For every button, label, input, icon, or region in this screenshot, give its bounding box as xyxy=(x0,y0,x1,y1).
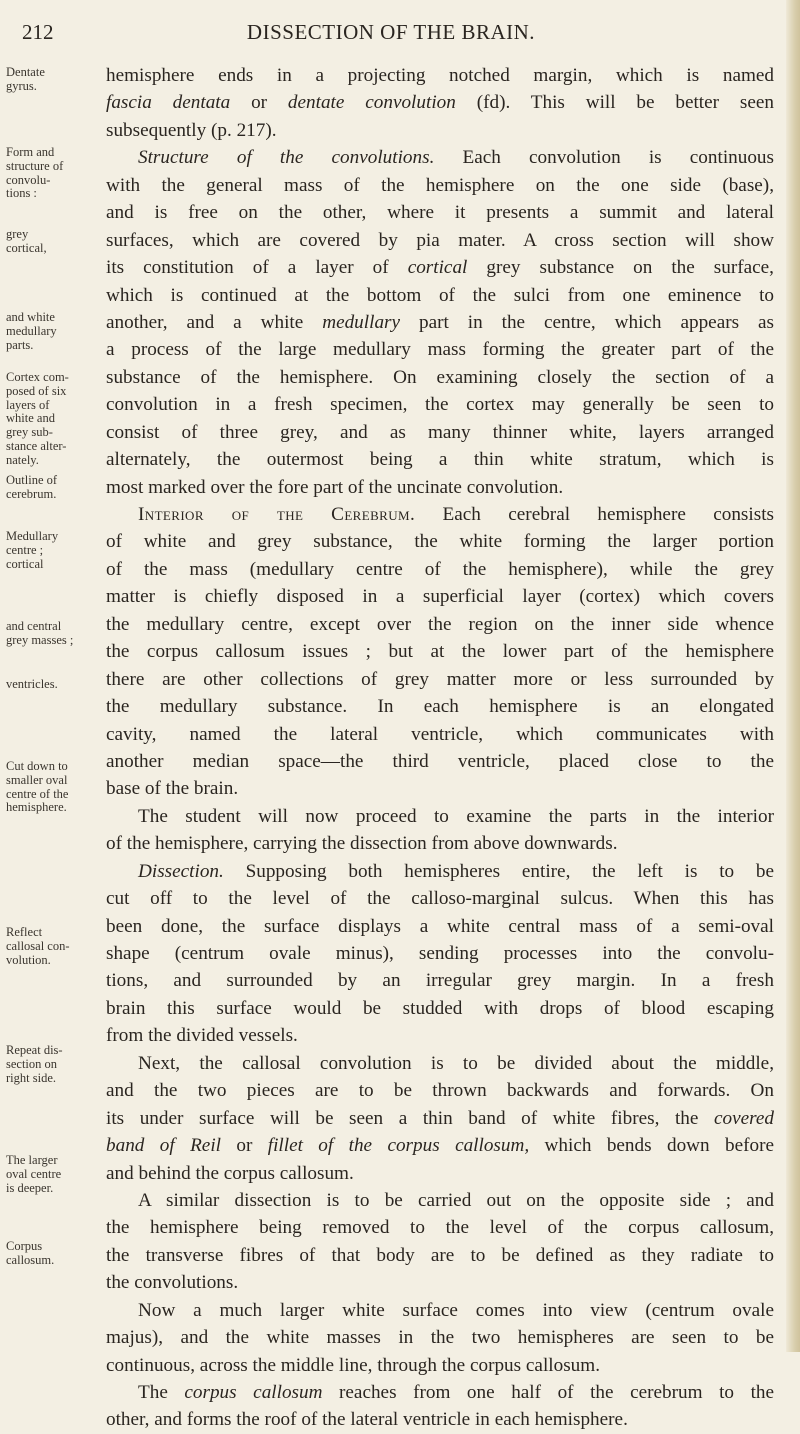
text-line: of white and grey substance, the white forming the larger portion xyxy=(106,531,774,553)
section-heading-interior: Interior of the Cerebrum. xyxy=(138,504,416,525)
term-covered: covered xyxy=(713,1107,774,1129)
margin-note-line: posed of six xyxy=(6,383,67,398)
margin-note-dentate xyxy=(6,66,102,94)
margin-note-line: convolu- xyxy=(6,172,51,187)
body-text xyxy=(106,62,774,1434)
section-heading-dissection: Dissection. xyxy=(138,860,224,882)
text-line: the convolutions. xyxy=(106,1272,239,1294)
text-line xyxy=(106,89,774,116)
text-span: Each convolution is continuous xyxy=(434,147,774,169)
text-line xyxy=(106,1132,774,1159)
text-span: The xyxy=(138,1382,185,1403)
text-span: its under surface will be seen a thin band of white fibres, the xyxy=(106,1107,699,1129)
text-span: another, and a white xyxy=(106,311,323,333)
margin-note-grey xyxy=(6,228,102,256)
margin-note-line: Cut down to xyxy=(6,759,68,773)
text-line: from the divided vessels. xyxy=(106,1025,298,1047)
term-band-of-reil: band of Reil xyxy=(106,1135,221,1157)
text-line: of the mass (medullary centre of the hemisphere), while the grey xyxy=(106,558,774,580)
margin-note-line: gyrus. xyxy=(6,78,37,93)
margin-note-line: smaller oval xyxy=(6,772,68,787)
margin-note-larger xyxy=(6,1154,102,1195)
text-line xyxy=(106,501,774,528)
text-span: or xyxy=(220,1135,268,1157)
text-line: another median space—the third ventricle, placed close to the xyxy=(106,750,774,772)
text-line xyxy=(106,858,774,885)
margin-note-outline xyxy=(6,474,102,502)
margin-note-line: layers of xyxy=(6,397,50,412)
text-line: hemisphere ends in a projecting notched margin, which is named xyxy=(106,65,774,86)
margin-note-central xyxy=(6,620,102,648)
margin-note-line: The larger xyxy=(6,1153,58,1167)
term-corpus-callosum: corpus callosum xyxy=(184,1382,323,1403)
text-line: cut off to the level of the calloso-marginal sulcus. When this has xyxy=(106,888,774,910)
text-span: part in the centre, which appears as xyxy=(400,311,774,333)
page-header xyxy=(22,20,760,54)
text-line: cavity, named the lateral ventricle, which communicates with xyxy=(106,723,774,745)
text-line: and behind the corpus callosum. xyxy=(106,1162,354,1184)
text-line: alternately, the outermost being a thin white stratum, which is xyxy=(106,449,774,471)
margin-note-line: and white xyxy=(6,310,55,324)
text-line: majus), and the white masses in the two hemispheres are seen to be xyxy=(106,1327,774,1349)
text-span: Each cerebral hemisphere consists xyxy=(415,504,774,525)
text-line: consist of three grey, and as many thinner white, layers arranged xyxy=(106,421,774,443)
margin-note-ventricles xyxy=(6,678,102,692)
margin-note-reflect xyxy=(6,926,102,967)
margin-note-line: parts. xyxy=(6,337,34,352)
text-line: Next, the callosal convolution is to be divided about the middle, xyxy=(138,1052,774,1074)
text-line: base of the brain. xyxy=(106,778,239,800)
margin-note-form xyxy=(6,146,102,201)
term-medullary: medullary xyxy=(322,311,401,333)
margin-note-line: hemisphere. xyxy=(6,800,67,815)
text-line: Now a much larger white surface comes into view (centrum ovale xyxy=(138,1299,774,1321)
margin-note-line: centre of the xyxy=(6,786,69,801)
text-line: the medullary substance. In each hemisphere is an elongated xyxy=(106,696,774,718)
term-fascia-dentata: fascia dentata xyxy=(106,92,231,114)
text-line: a process of the large medullary mass forming the greater part of the xyxy=(106,339,774,361)
text-line xyxy=(106,1105,774,1132)
margin-note-line: nately. xyxy=(6,452,39,467)
running-title: DISSECTION OF THE BRAIN. xyxy=(246,20,536,44)
margin-note-medullary xyxy=(6,530,102,571)
margin-note-line: Reflect xyxy=(6,925,43,939)
margin-note-repeat xyxy=(6,1044,102,1085)
term-cortical: cortical xyxy=(407,257,468,279)
text-line: substance of the hemisphere. On examining closely the section of a xyxy=(106,366,774,388)
text-span: grey substance on the surface, xyxy=(467,257,774,279)
margin-note-line: Outline of xyxy=(6,473,58,487)
text-line: other, and forms the roof of the lateral ventricle in each hemisphere. xyxy=(106,1409,628,1431)
margin-note-line: Cortex com- xyxy=(6,370,69,384)
margin-note-line: Corpus xyxy=(6,1239,43,1253)
text-span: its constitution of a layer of xyxy=(106,257,408,279)
margin-note-line: structure of xyxy=(6,158,64,173)
text-span: Supposing both hemispheres entire, the left is to be xyxy=(223,860,774,882)
margin-note-line: Dentate xyxy=(6,65,45,79)
text-line xyxy=(106,254,774,281)
section-heading-structure: Structure of the convolutions. xyxy=(138,147,435,169)
margin-note-line: callosal con- xyxy=(6,938,70,953)
margin-note-line: and central xyxy=(6,619,62,633)
text-line xyxy=(106,309,774,336)
margin-note-line: medullary xyxy=(6,323,57,338)
text-line xyxy=(106,144,774,171)
margin-note-white xyxy=(6,311,102,352)
text-line: continuous, across the middle line, through the corpus callosum. xyxy=(106,1354,600,1376)
text-line: the corpus callosum issues ; but at the lower part of the hemisphere xyxy=(106,641,774,663)
margin-note-line: cortical, xyxy=(6,240,47,255)
margin-note-line: Repeat dis- xyxy=(6,1043,63,1057)
margin-note-line: Medullary xyxy=(6,529,59,543)
margin-note-cut xyxy=(6,760,102,815)
text-line: subsequently (p. 217). xyxy=(106,119,277,141)
margin-note-line: cerebrum. xyxy=(6,486,57,501)
margin-note-line: grey xyxy=(6,227,29,241)
text-line: and is free on the other, where it presents a summit and lateral xyxy=(106,202,774,224)
margin-note-line: oval centre xyxy=(6,1166,62,1181)
margin-note-line: volution. xyxy=(6,952,51,967)
margin-note-corpus xyxy=(6,1240,102,1268)
text-line: shape (centrum ovale minus), sending processes into the convolu- xyxy=(106,943,774,964)
margin-note-line: Form and xyxy=(6,145,55,159)
text-line xyxy=(106,1379,774,1406)
text-line: with the general mass of the hemisphere on the one side (base), xyxy=(106,174,774,196)
text-span: reaches from one half of the cerebrum to the xyxy=(322,1382,775,1403)
margin-note-line: centre ; xyxy=(6,542,44,557)
margin-note-line: right side. xyxy=(6,1070,56,1085)
text-line: brain this surface would be studded with drops of blood escaping xyxy=(106,997,774,1019)
page-edge xyxy=(786,0,800,1352)
text-line: and the two pieces are to be thrown backwards and forwards. On xyxy=(106,1080,774,1102)
text-line: the medullary centre, except over the region on the inner side whence xyxy=(106,613,774,635)
margin-note-line: grey masses ; xyxy=(6,632,74,647)
text-line: surfaces, which are covered by pia mater. A cross section will show xyxy=(106,229,774,251)
text-line: matter is chiefly disposed in a superficial layer (cortex) which covers xyxy=(106,586,774,608)
text-line: which is continued at the bottom of the sulci from one eminence to xyxy=(106,284,774,306)
margin-note-line: ventricles. xyxy=(6,677,58,691)
text-line: been done, the surface displays a white central mass of a semi-oval xyxy=(106,915,774,937)
text-line: there are other collections of grey matter more or less surrounded by xyxy=(106,668,774,690)
margin-note-line: tions : xyxy=(6,186,37,201)
margin-note-cortex xyxy=(6,371,102,468)
text-line: of the hemisphere, carrying the dissection from above downwards. xyxy=(106,833,618,855)
text-span: (fd). This will be better seen xyxy=(455,92,774,114)
text-line: most marked over the fore part of the uncinate convolution. xyxy=(106,476,564,498)
text-line: convolution in a fresh specimen, the cortex may generally be seen to xyxy=(106,394,774,416)
text-line: The student will now proceed to examine the parts in the interior xyxy=(138,805,774,827)
margin-note-line: stance alter- xyxy=(6,438,67,453)
text-line: the hemisphere being removed to the level of the corpus callosum, xyxy=(106,1217,774,1239)
text-span: or xyxy=(230,92,288,114)
margin-note-line: cortical xyxy=(6,556,44,571)
margin-note-line: callosum. xyxy=(6,1252,55,1267)
margin-note-line: white and xyxy=(6,411,55,426)
page-number: 212 xyxy=(22,20,54,44)
text-line: the transverse fibres of that body are to be defined as they radiate to xyxy=(106,1244,774,1266)
margin-note-line: is deeper. xyxy=(6,1180,54,1195)
margin-note-line: section on xyxy=(6,1056,58,1071)
text-line: A similar dissection is to be carried out on the opposite side ; and xyxy=(138,1189,774,1211)
term-dentate-convolution: dentate convolution xyxy=(287,92,456,114)
term-fillet: fillet of the corpus callosum, xyxy=(267,1135,530,1157)
margin-note-line: grey sub- xyxy=(6,425,53,440)
text-span: which bends down before xyxy=(529,1135,775,1157)
text-line: tions, and surrounded by an irregular grey margin. In a fresh xyxy=(106,970,774,992)
